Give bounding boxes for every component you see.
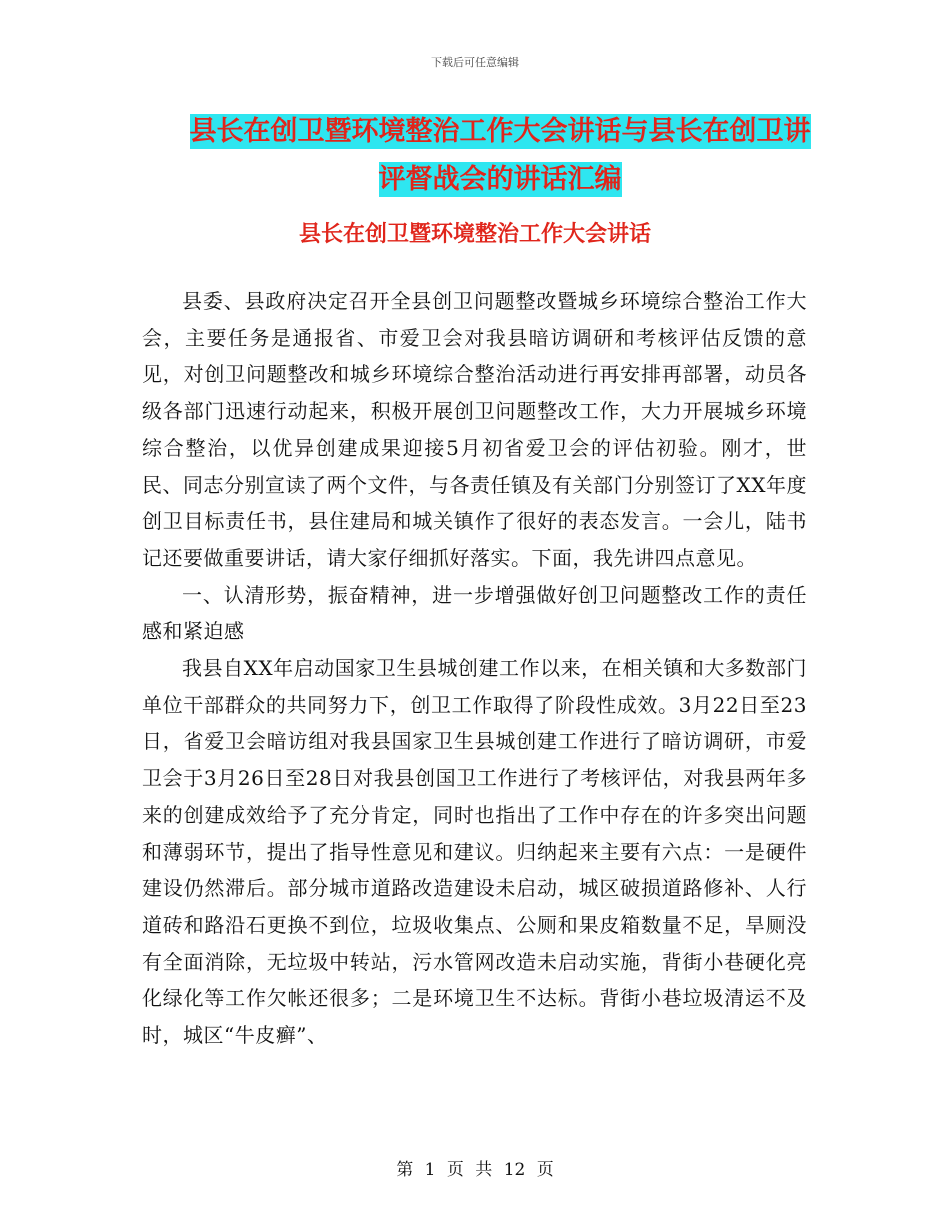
page-number: 第 1 页 共 12 页 xyxy=(396,1160,554,1180)
page-header-note: 下载后可任意编辑 xyxy=(431,56,519,69)
document-body xyxy=(142,283,807,1054)
section-title: 县长在创卫暨环境整治工作大会讲话 xyxy=(298,222,651,247)
document-title-line-1: 县长在创卫暨环境整治工作大会讲话与县长在创卫讲 xyxy=(189,116,811,147)
paragraph-situation: 我县自XX年启动国家卫生县城创建工作以来，在相关镇和大多数部门单位干部群众的共同努力下，创卫工作取得了阶段性成效。3月22日至23日，省爱卫会暗访组对我县国家卫生县城创建工作进行了暗访调研，市爱卫会于3月26日至28日对我县创国卫工作进行了考核评估，对我县两年多来的创建成效给予了充分肯定，同时也指出了工作中存在的许多突出问题和薄弱环节，提出了指导性意见和建议。归纳起来主要有六点：一是硬件建设仍然滞后。部分城市道路改造建设未启动，城区破损道路修补、人行道砖和路沿石更换不到位，垃圾收集点、公厕和果皮箱数量不足，旱厕没有全面消除，无垃圾中转站，污水管网改造未启动实施，背街小巷硬化亮化绿化等工作欠帐还很多；二是环境卫生不达标。背街小巷垃圾清运不及时，城区“牛皮癣”、 xyxy=(142,656,807,1048)
paragraph-heading-one: 一、认清形势，振奋精神，进一步增强做好创卫问题整改工作的责任感和紧迫感 xyxy=(142,582,807,644)
paragraph-intro: 县委、县政府决定召开全县创卫问题整改暨城乡环境综合整治工作大会，主要任务是通报省、市爱卫会对我县暗访调研和考核评估反馈的意见，对创卫问题整改和城乡环境综合整治活动进行再安排再部署，动员各级各部门迅速行动起来，积极开展创卫问题整改工作，大力开展城乡环境综合整治，以优异创建成果迎接5月初省爱卫会的评估初验。刚才，世民、同志分别宣读了两个文件，与各责任镇及有关部门分别签订了XX年度创卫目标责任书，县住建局和城关镇作了很好的表态发言。一会儿，陆书记还要做重要讲话，请大家仔细抓好落实。下面，我先讲四点意见。 xyxy=(142,289,807,570)
document-title-line-2: 评督战会的讲话汇编 xyxy=(378,164,622,195)
document-title xyxy=(150,108,850,204)
